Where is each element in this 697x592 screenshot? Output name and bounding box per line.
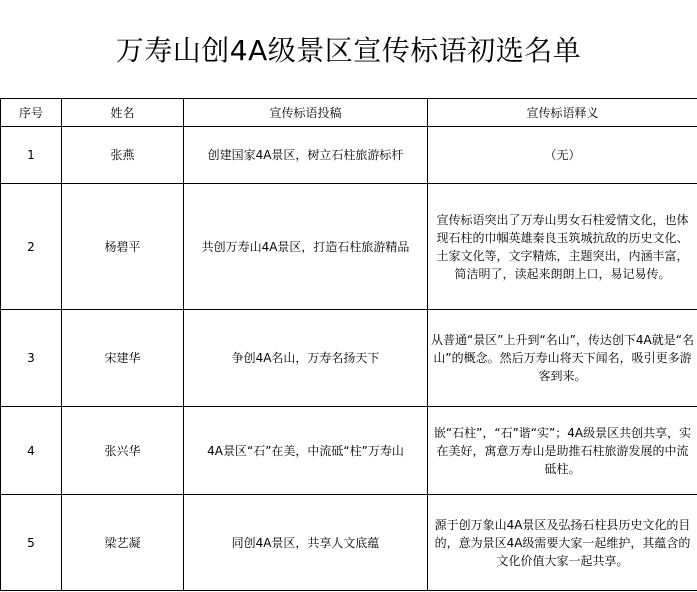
row-explanation: 源于创万象山4A景区及弘扬石柱县历史文化的目的，意为景区4A级需要大家一起维护，其蕴含的文化价值大家一起共享。	[428, 495, 697, 591]
row-explanation: （无）	[428, 127, 697, 184]
header-explanation: 宣传标语释义	[428, 99, 697, 127]
row-number: 4	[1, 407, 62, 495]
row-name: 梁艺凝	[62, 495, 184, 591]
row-slogan: 4A景区“石”在美，中流砥“柱”万寿山	[184, 407, 428, 495]
row-name: 张兴华	[62, 407, 184, 495]
row-number: 3	[1, 310, 62, 407]
row-explanation: 从普通“景区”上升到“名山”，传达创下4A就是“名山”的概念。然后万寿山将天下闻名，吸引更多游客到来。	[428, 310, 697, 407]
row-name: 张燕	[62, 127, 184, 184]
row-number: 5	[1, 495, 62, 591]
slogan-table	[0, 98, 697, 591]
row-slogan: 争创4A名山，万寿名扬天下	[184, 310, 428, 407]
document-title: 万寿山创4A级景区宣传标语初选名单	[115, 34, 582, 67]
table-row	[1, 184, 697, 310]
row-explanation: 嵌“石柱”，“石”谐“实”；4A级景区共创共享，实在美好，寓意万寿山是助推石柱旅游发展的中流砥柱。	[428, 407, 697, 495]
table-row	[1, 310, 697, 407]
table-header-row	[1, 99, 697, 127]
row-number: 1	[1, 127, 62, 184]
row-name: 杨碧平	[62, 184, 184, 310]
header-slogan: 宣传标语投稿	[184, 99, 428, 127]
header-name: 姓名	[62, 99, 184, 127]
row-explanation: 宣传标语突出了万寿山男女石柱爱情文化，也体现石柱的巾帼英雄秦良玉筑城抗敌的历史文化、土家文化等，文字精炼，主题突出，内涵丰富，简洁明了，读起来朗朗上口，易记易传。	[428, 184, 697, 310]
table-row	[1, 127, 697, 184]
row-name: 宋建华	[62, 310, 184, 407]
row-slogan: 创建国家4A景区，树立石柱旅游标杆	[184, 127, 428, 184]
table-row	[1, 407, 697, 495]
row-slogan: 共创万寿山4A景区，打造石柱旅游精品	[184, 184, 428, 310]
table-row	[1, 495, 697, 591]
row-slogan: 同创4A景区，共享人文底蕴	[184, 495, 428, 591]
header-number: 序号	[1, 99, 62, 127]
row-number: 2	[1, 184, 62, 310]
